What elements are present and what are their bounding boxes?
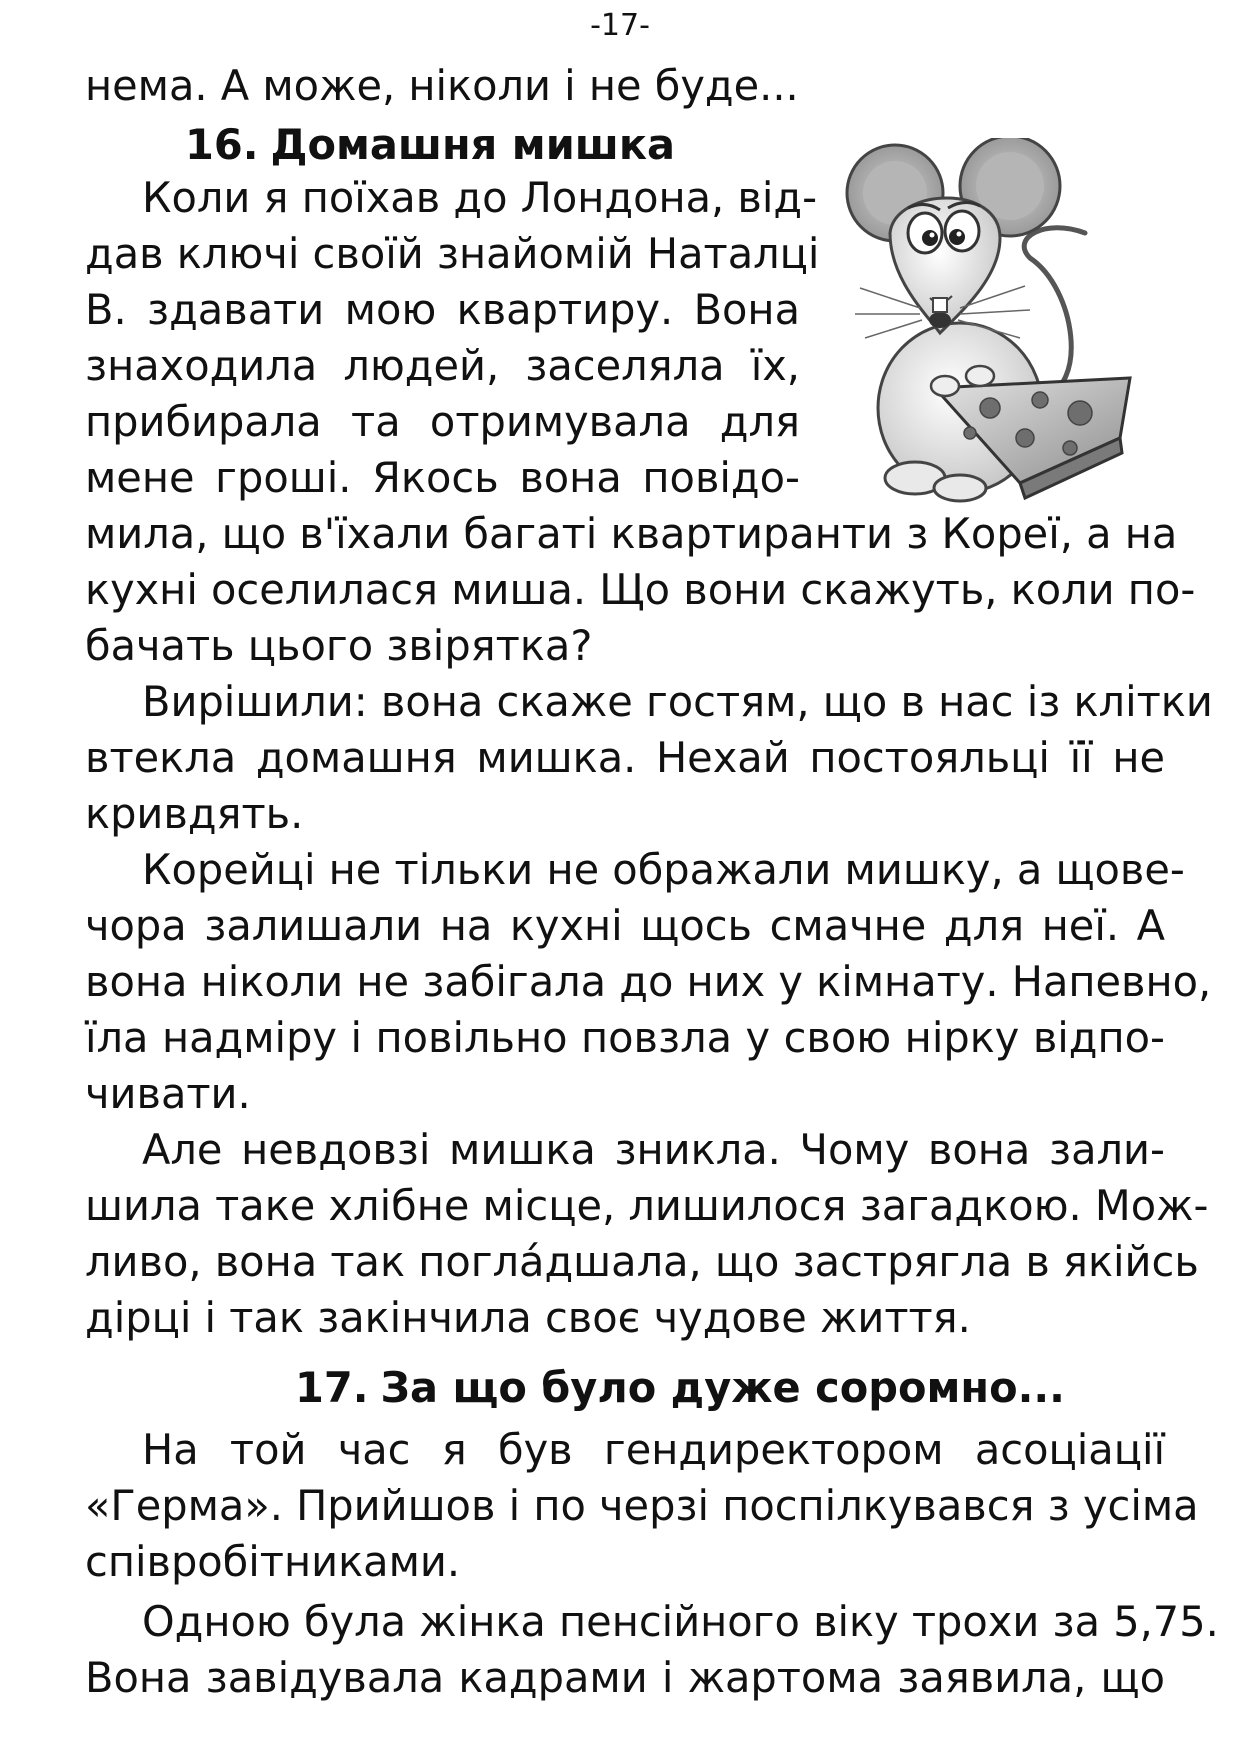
text-line: ливо, вона так поглáдшала, що застрягла в якійсь [85, 1237, 1199, 1286]
text-line: «Герма». Прийшов і по черзі поспілкувався з усіма [85, 1481, 1199, 1530]
text-line: кривдять. [85, 789, 304, 838]
text-line: чора залишали на кухні щось смачне для неї. А [85, 901, 1165, 950]
text-line: Корейці не тільки не ображали мишку, а щове- [142, 845, 1185, 894]
text-line: В. здавати мою квартиру. Вона [85, 285, 800, 334]
section-17-number: 17. [295, 1363, 369, 1412]
section-16-number: 16. [185, 120, 259, 169]
text-line: Вона завідувала кадрами і жартома заявила, що [85, 1653, 1165, 1702]
intro-line: нема. А може, ніколи і не буде... [85, 61, 799, 110]
text-line: мила, що в'їхали багаті квартиранти з Кореї, а на [85, 509, 1178, 558]
text-line: шила таке хлібне місце, лишилося загадкою. Мож- [85, 1181, 1209, 1230]
text-line: прибирала та отримувала для [85, 397, 800, 446]
section-17-heading [295, 1360, 1065, 1416]
page-number: -17- [590, 8, 650, 43]
section-16-title: Домашня мишка [270, 120, 676, 169]
text-line: На той час я був гендиректором асоціації [142, 1425, 1165, 1474]
text-line: дірці і так закінчила своє чудове життя. [85, 1293, 971, 1342]
section-16-heading [185, 117, 675, 173]
section-17-title: За що було дуже соромно... [380, 1363, 1065, 1412]
text-line: Але невдовзі мишка зникла. Чому вона зали- [142, 1125, 1165, 1174]
text-line: співробітниками. [85, 1537, 461, 1586]
text-line: чивати. [85, 1069, 251, 1118]
text-line: вона ніколи не забігала до них у кімнату. Напевно, [85, 957, 1212, 1006]
mouse-illustration [840, 138, 1160, 510]
text-line: кухні оселилася миша. Що вони скажуть, коли по- [85, 565, 1196, 614]
text-line: втекла домашня мишка. Нехай постояльці її не [85, 733, 1165, 782]
text-line: Коли я поїхав до Лондона, від- [142, 173, 818, 222]
text-line: їла надміру і повільно повзла у свою нірку відпо- [85, 1013, 1165, 1062]
text-line: бачать цього звірятка? [85, 621, 593, 670]
text-line: знаходила людей, заселяла їх, [85, 341, 800, 390]
text-line: Вирішили: вона скаже гостям, що в нас із клітки [142, 677, 1213, 726]
text-line: Одною була жінка пенсійного віку трохи за 5,75. [142, 1597, 1219, 1646]
text-line: мене гроші. Якось вона повідо- [85, 453, 800, 502]
text-line: дав ключі своїй знайомій Наталці [85, 229, 820, 278]
